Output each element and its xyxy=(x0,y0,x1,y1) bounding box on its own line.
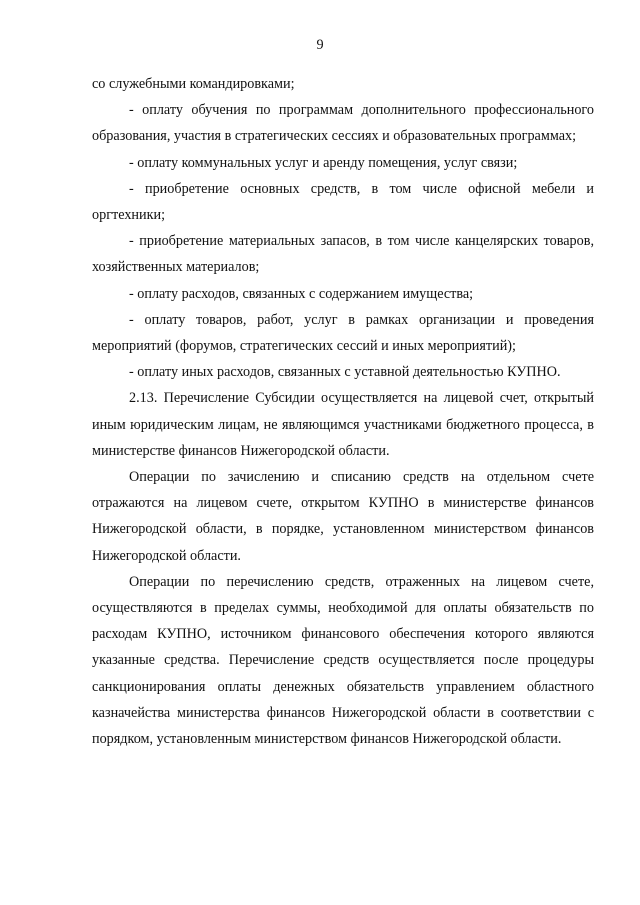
page-number: 9 xyxy=(316,37,324,53)
paragraph: - оплату коммунальных услуг и аренду помещения, услуг связи; xyxy=(129,154,518,171)
paragraph: Операции по перечислению средств, отраженных на лицевом счете, осуществляются в пределах суммы, необходимой для оплаты обязательств по расходам КУПНО, источником финансового обеспечения которого являются указанные средства. Перечисление средств осуществляется после процедуры санкционирования оплаты денежных обязательств управлением областного казначейства министерства финансов Нижегородской области в соответствии с порядком, установленным министерством финансов Нижегородской области. xyxy=(92,573,594,748)
paragraph: Операции по зачислению и списанию средств на отдельном счете отражаются на лицевом счете, открытом КУПНО в министерстве финансов Нижегородской области, в порядке, установленном министерством финансов Нижегородской области. xyxy=(92,469,594,564)
paragraph: - оплату товаров, работ, услуг в рамках организации и проведения мероприятий (форумов, стратегических сессий и иных мероприятий); xyxy=(92,311,594,355)
paragraph: - оплату иных расходов, связанных с уставной деятельностью КУПНО. xyxy=(129,364,561,381)
paragraph: 2.13. Перечисление Субсидии осуществляется на лицевой счет, открытый иным юридическим лицам, не являющимся участниками бюджетного процесса, в министерстве финансов Нижегородской области. xyxy=(92,390,594,459)
paragraph: - приобретение основных средств, в том числе офисной мебели и оргтехники; xyxy=(92,180,594,224)
paragraph: - приобретение материальных запасов, в том числе канцелярских товаров, хозяйственных материалов; xyxy=(92,233,594,276)
paragraph: - оплату расходов, связанных с содержанием имущества; xyxy=(129,285,474,302)
paragraph: со служебными командировками; xyxy=(92,76,295,92)
document-body xyxy=(92,71,594,752)
paragraph: - оплату обучения по программам дополнительного профессионального образования, участия в стратегических сессиях и образовательных программах; xyxy=(92,102,594,145)
